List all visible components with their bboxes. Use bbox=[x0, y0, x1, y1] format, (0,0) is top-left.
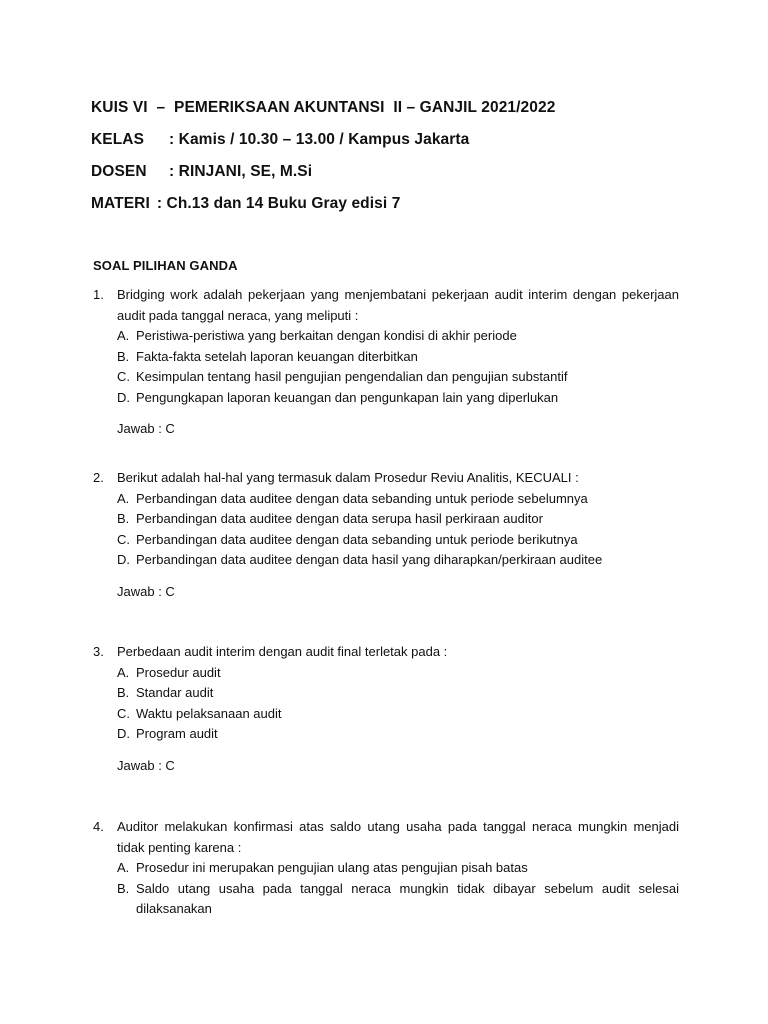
option-text: Peristiwa-peristiwa yang berkaitan dengan kondisi di akhir periode bbox=[136, 328, 517, 343]
question-text: Bridging work adalah pekerjaan yang menjembatani pekerjaan audit interim dengan pekerjaan audit pada tanggal neraca, yang meliputi : bbox=[117, 287, 679, 323]
option-letter: C. bbox=[117, 705, 130, 721]
option-letter: D. bbox=[117, 552, 130, 567]
option-text: Pengungkapan laporan keuangan dan pengunkapan lain yang diperlukan bbox=[136, 389, 559, 405]
option-letter: B. bbox=[117, 348, 130, 364]
option-letter: C. bbox=[117, 531, 130, 547]
option-a bbox=[117, 489, 679, 510]
question-number: 3. bbox=[93, 644, 104, 659]
materi-line bbox=[91, 188, 691, 220]
answer-text: Jawab : C bbox=[117, 583, 175, 599]
question-text: Perbedaan audit interim dengan audit final terletak pada : bbox=[117, 644, 448, 659]
kelas-line bbox=[91, 124, 691, 156]
quiz-header bbox=[91, 92, 691, 220]
option-d bbox=[117, 388, 679, 409]
dosen-line bbox=[91, 156, 691, 188]
option-a bbox=[117, 663, 679, 684]
option-b bbox=[117, 509, 679, 530]
option-b bbox=[117, 879, 679, 920]
option-letter: D. bbox=[117, 389, 130, 405]
option-text: Kesimpulan tentang hasil pengujian pengendalian dan pengujian substantif bbox=[136, 369, 568, 384]
question-text: Auditor melakukan konfirmasi atas saldo utang usaha pada tanggal neraca mungkin menjadi tidak penting karena : bbox=[117, 819, 679, 855]
option-letter: D. bbox=[117, 726, 130, 741]
option-text: Saldo utang usaha pada tanggal neraca mungkin tidak dibayar sebelum audit selesai dilaksanakan bbox=[136, 880, 679, 916]
option-letter: A. bbox=[117, 860, 130, 875]
option-letter: B. bbox=[117, 880, 130, 896]
answer-text: Jawab : C bbox=[117, 757, 175, 773]
option-a bbox=[117, 326, 679, 347]
section-title: SOAL PILIHAN GANDA bbox=[93, 258, 238, 273]
question-number: 1. bbox=[93, 287, 104, 302]
question-1 bbox=[93, 285, 679, 440]
question-4 bbox=[93, 817, 679, 920]
option-letter: A. bbox=[117, 490, 130, 506]
question-number: 4. bbox=[93, 819, 104, 834]
materi-label: MATERI bbox=[91, 195, 150, 212]
dosen-value: : RINJANI, SE, M.Si bbox=[169, 163, 313, 180]
option-text: Program audit bbox=[136, 726, 218, 741]
question-text: Berikut adalah hal-hal yang termasuk dalam Prosedur Reviu Analitis, KECUALI : bbox=[117, 470, 579, 485]
option-b bbox=[117, 683, 679, 704]
option-c bbox=[117, 530, 679, 551]
option-letter: A. bbox=[117, 328, 130, 343]
option-a bbox=[117, 858, 679, 879]
dosen-label: DOSEN bbox=[91, 163, 147, 180]
question-2 bbox=[93, 468, 679, 602]
answer-text: Jawab : C bbox=[117, 421, 175, 436]
kelas-label: KELAS bbox=[91, 131, 145, 148]
option-text: Standar audit bbox=[136, 685, 214, 700]
option-letter: A. bbox=[117, 664, 130, 680]
option-b bbox=[117, 347, 679, 368]
option-c bbox=[117, 367, 679, 388]
option-text: Prosedur ini merupakan pengujian ulang atas pengujian pisah batas bbox=[136, 860, 528, 875]
option-text: Fakta-fakta setelah laporan keuangan diterbitkan bbox=[136, 348, 418, 364]
option-text: Perbandingan data auditee dengan data hasil yang diharapkan/perkiraan auditee bbox=[136, 552, 603, 567]
question-number: 2. bbox=[93, 470, 104, 485]
option-letter: B. bbox=[117, 511, 130, 526]
option-text: Perbandingan data auditee dengan data sebanding untuk periode sebelumnya bbox=[136, 490, 588, 506]
quiz-title: KUIS VI – PEMERIKSAAN AKUNTANSI II – GANJIL 2021/2022 bbox=[91, 99, 556, 116]
option-letter: B. bbox=[117, 685, 130, 700]
option-d bbox=[117, 724, 679, 745]
option-letter: C. bbox=[117, 369, 130, 384]
option-d bbox=[117, 550, 679, 571]
materi-value: : Ch.13 dan 14 Buku Gray edisi 7 bbox=[156, 195, 401, 212]
option-text: Perbandingan data auditee dengan data sebanding untuk periode berikutnya bbox=[136, 531, 578, 547]
option-text: Perbandingan data auditee dengan data serupa hasil perkiraan auditor bbox=[136, 511, 543, 526]
question-3 bbox=[93, 642, 679, 776]
option-text: Prosedur audit bbox=[136, 664, 221, 680]
option-text: Waktu pelaksanaan audit bbox=[136, 705, 282, 721]
option-c bbox=[117, 704, 679, 725]
kelas-value: : Kamis / 10.30 – 13.00 / Kampus Jakarta bbox=[169, 131, 470, 148]
